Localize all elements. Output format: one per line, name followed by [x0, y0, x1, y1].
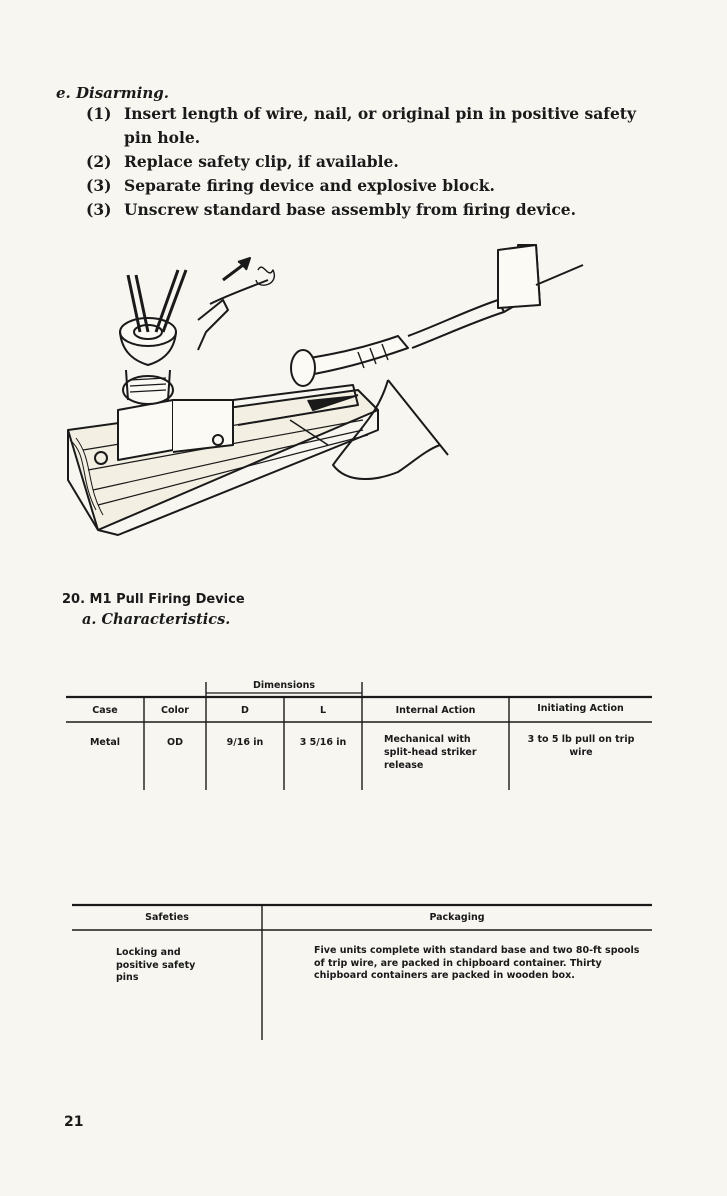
subsection-heading: a. Characteristics. [82, 611, 231, 628]
table-cell-d: 9/16 in [226, 737, 264, 748]
disarming-heading: e. Disarming. [56, 84, 169, 102]
column-header-internal-action: Internal Action [395, 705, 476, 716]
table-cell-safeties: Locking and positive safety pins [116, 947, 196, 983]
table-cell-initiating-action: 3 to 5 lb pull on trip wire [527, 734, 635, 758]
page-number: 21 [64, 1114, 84, 1130]
column-header-color: Color [161, 705, 189, 716]
table-cell-internal-action: Mechanical with split-head striker release [384, 734, 477, 771]
dimensions-group-header: Dimensions [252, 680, 316, 691]
column-header-l: L [319, 705, 327, 716]
section-heading: 20. M1 Pull Firing Device [62, 592, 245, 607]
column-header-d: D [241, 705, 249, 716]
step-text: Replace safety clip, if available. [124, 152, 399, 171]
column-header-safeties: Safeties [145, 912, 189, 923]
table-cell-color: OD [167, 737, 183, 748]
step-text: Insert length of wire, nail, or original pin in positive safety pin hole. [124, 104, 636, 147]
column-header-case: Case [92, 705, 118, 716]
step-number: (3) [86, 176, 112, 195]
column-header-initiating-action: Initiating Action [537, 703, 624, 714]
table-cell-packaging: Five units complete with standard base and two 80-ft spools of trip wire, are packed in chipboard container. Thirty chipboard containers are packed in wooden box. [314, 945, 640, 981]
step-text: Separate firing device and explosive block. [124, 176, 495, 195]
step-number: (2) [86, 152, 112, 171]
column-header-packaging: Packaging [429, 912, 485, 923]
table-cell-case: Metal [89, 737, 121, 748]
step-number: (1) [86, 104, 112, 123]
table-cell-l: 3 5/16 in [299, 737, 347, 748]
step-number: (3) [86, 200, 112, 219]
step-text: Unscrew standard base assembly from firing device. [124, 200, 577, 219]
